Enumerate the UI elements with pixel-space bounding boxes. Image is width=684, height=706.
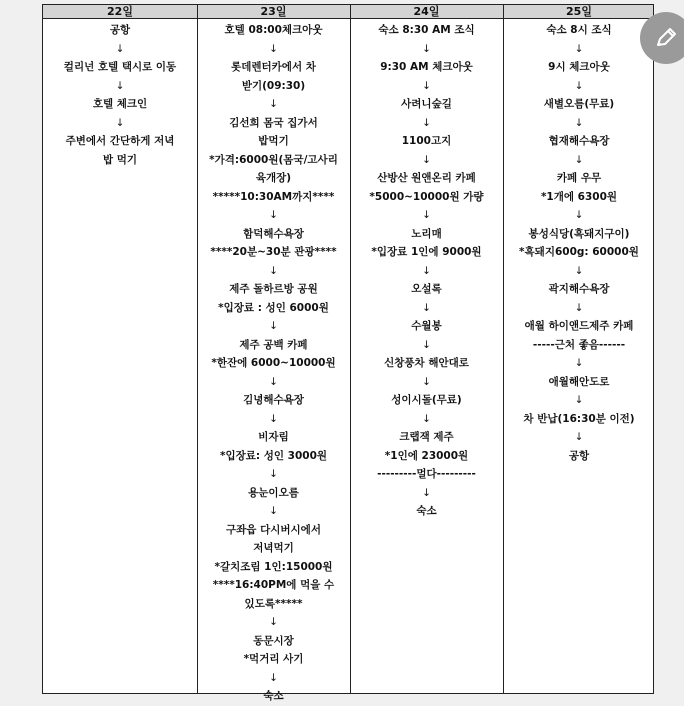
schedule-item: 컬리넌 호텔 택시로 이동 bbox=[63, 61, 177, 73]
pencil-icon bbox=[653, 25, 679, 51]
schedule-item: 봉성식당(흑돼지구이) bbox=[528, 227, 630, 240]
schedule-item: 호텔 08:00체크아웃 bbox=[224, 24, 323, 36]
schedule-item: 크랩잭 제주 bbox=[399, 431, 454, 443]
down-arrow-icon: ↓ bbox=[574, 116, 584, 129]
schedule-item: 협재해수욕장 bbox=[548, 135, 610, 147]
schedule-item: 카페 우무 bbox=[556, 172, 602, 184]
schedule-item: 공항 bbox=[109, 24, 131, 36]
schedule-item: *입장료 : 성인 6000원 bbox=[218, 301, 329, 314]
down-arrow-icon: ↓ bbox=[422, 209, 431, 221]
down-arrow-icon: ↓ bbox=[269, 320, 278, 332]
schedule-item: 제주 돌하르방 공원 bbox=[229, 283, 318, 295]
day-header-24: 24일 bbox=[413, 5, 440, 18]
day-header-22: 22일 bbox=[107, 5, 133, 18]
schedule-item: *먹거리 사기 bbox=[243, 653, 304, 665]
down-arrow-icon: ↓ bbox=[269, 375, 278, 388]
schedule-item: 애월해안도로 bbox=[548, 375, 610, 388]
schedule-item: 애월 하이앤드제주 카페 bbox=[524, 320, 634, 332]
down-arrow-icon: ↓ bbox=[269, 209, 278, 221]
schedule-item: 육개장) bbox=[255, 172, 292, 184]
down-arrow-icon: ↓ bbox=[269, 42, 278, 55]
down-arrow-icon: ↓ bbox=[574, 264, 584, 277]
schedule-item: 비자림 bbox=[258, 431, 289, 443]
down-arrow-icon: ↓ bbox=[574, 394, 584, 406]
schedule-item: 있도록***** bbox=[244, 597, 303, 610]
schedule-item: 성이시돌(무료) bbox=[391, 394, 462, 406]
day-column-24 bbox=[350, 21, 503, 521]
schedule-item: *흑돼지600g: 60000원 bbox=[519, 246, 639, 258]
table-header-row bbox=[43, 5, 653, 19]
edit-button[interactable] bbox=[640, 12, 684, 64]
schedule-item: ****16:40PM에 먹을 수 bbox=[212, 579, 335, 591]
schedule-item: *입장료: 성인 3000원 bbox=[219, 449, 328, 462]
schedule-item: 오설록 bbox=[411, 283, 442, 295]
down-arrow-icon: ↓ bbox=[422, 375, 431, 388]
schedule-item: 동문시장 bbox=[253, 634, 294, 647]
schedule-item: 밥먹기 bbox=[258, 135, 289, 147]
schedule-item: 함덕해수욕장 bbox=[243, 227, 304, 240]
day-column-25 bbox=[503, 21, 655, 465]
down-arrow-icon: ↓ bbox=[574, 42, 584, 55]
day-header-25: 25일 bbox=[566, 5, 592, 18]
schedule-item: *5000~10000원 가량 bbox=[369, 190, 484, 203]
schedule-item: 숙소 bbox=[416, 505, 437, 517]
schedule-item: 신창풍차 해안대로 bbox=[384, 357, 469, 369]
schedule-item: *1인에 23000원 bbox=[384, 449, 469, 462]
day-column-23 bbox=[197, 21, 350, 706]
schedule-item: 사려니숲길 bbox=[401, 98, 452, 110]
schedule-item: 9:30 AM 체크아웃 bbox=[380, 61, 473, 73]
schedule-item: 밥 먹기 bbox=[102, 153, 138, 166]
down-arrow-icon: ↓ bbox=[422, 301, 431, 314]
itinerary-table bbox=[42, 4, 654, 702]
down-arrow-icon: ↓ bbox=[422, 486, 431, 499]
schedule-item: 산방산 원앤온리 카페 bbox=[377, 172, 476, 184]
schedule-item: *****10:30AM까지**** bbox=[212, 190, 335, 203]
down-arrow-icon: ↓ bbox=[422, 153, 431, 166]
down-arrow-icon: ↓ bbox=[115, 79, 125, 92]
day-column-22 bbox=[43, 21, 197, 169]
down-arrow-icon: ↓ bbox=[422, 338, 431, 351]
down-arrow-icon: ↓ bbox=[269, 98, 278, 110]
down-arrow-icon: ↓ bbox=[269, 505, 278, 517]
down-arrow-icon: ↓ bbox=[115, 42, 125, 55]
down-arrow-icon: ↓ bbox=[422, 42, 431, 55]
down-arrow-icon: ↓ bbox=[422, 264, 431, 277]
down-arrow-icon: ↓ bbox=[574, 357, 584, 369]
schedule-item: 구좌읍 다시버시에서 bbox=[226, 523, 321, 536]
schedule-item: *갈치조림 1인:15000원 bbox=[214, 560, 333, 573]
down-arrow-icon: ↓ bbox=[269, 412, 278, 425]
down-arrow-icon: ↓ bbox=[574, 79, 584, 92]
schedule-item: 숙소 8시 조식 bbox=[546, 24, 612, 36]
down-arrow-icon: ↓ bbox=[574, 209, 584, 221]
down-arrow-icon: ↓ bbox=[422, 412, 431, 425]
schedule-item: *가격:6000원(몸국/고사리 bbox=[209, 153, 338, 166]
down-arrow-icon: ↓ bbox=[269, 468, 278, 480]
schedule-item: 주변에서 간단하게 저녁 bbox=[65, 135, 175, 147]
down-arrow-icon: ↓ bbox=[115, 116, 125, 129]
schedule-item: 숙소 bbox=[263, 690, 284, 702]
down-arrow-icon: ↓ bbox=[269, 264, 278, 277]
schedule-item: *한잔에 6000~10000원 bbox=[211, 357, 336, 369]
schedule-item: 새별오름(무료) bbox=[543, 98, 615, 110]
schedule-item: 김녕해수욕장 bbox=[243, 394, 304, 406]
schedule-item: 롯데렌터카에서 차 bbox=[231, 61, 316, 73]
down-arrow-icon: ↓ bbox=[422, 79, 431, 92]
down-arrow-icon: ↓ bbox=[574, 153, 584, 166]
schedule-item: 용눈이오름 bbox=[248, 486, 299, 499]
schedule-item: *입장료 1인에 9000원 bbox=[371, 246, 482, 258]
schedule-item: 김선희 몸국 집가서 bbox=[229, 116, 318, 129]
schedule-item: 차 반납(16:30분 이전) bbox=[523, 412, 635, 425]
schedule-item: 1100고지 bbox=[401, 135, 452, 147]
schedule-item: ---------멀다--------- bbox=[377, 468, 476, 480]
schedule-item: 곽지해수욕장 bbox=[548, 283, 610, 295]
schedule-item: 수월봉 bbox=[411, 320, 442, 332]
schedule-item: 호텔 체크인 bbox=[92, 98, 148, 110]
day-header-23: 23일 bbox=[260, 5, 287, 18]
schedule-item: 9시 체크아웃 bbox=[548, 61, 610, 73]
down-arrow-icon: ↓ bbox=[574, 301, 584, 314]
schedule-item: 제주 공백 카페 bbox=[239, 338, 308, 351]
schedule-item: 받기(09:30) bbox=[241, 79, 306, 92]
down-arrow-icon: ↓ bbox=[422, 116, 431, 129]
schedule-item: *1개에 6300원 bbox=[540, 190, 618, 203]
down-arrow-icon: ↓ bbox=[269, 616, 278, 628]
schedule-item: 공항 bbox=[568, 449, 590, 462]
schedule-item: 노리매 bbox=[411, 227, 442, 240]
down-arrow-icon: ↓ bbox=[269, 671, 278, 684]
schedule-item: ****20분~30분 관광**** bbox=[210, 246, 337, 258]
down-arrow-icon: ↓ bbox=[574, 431, 584, 443]
schedule-item: 저녁먹기 bbox=[253, 542, 294, 554]
schedule-item: -----근처 좋음------ bbox=[532, 338, 626, 351]
schedule-item: 숙소 8:30 AM 조식 bbox=[378, 24, 475, 36]
